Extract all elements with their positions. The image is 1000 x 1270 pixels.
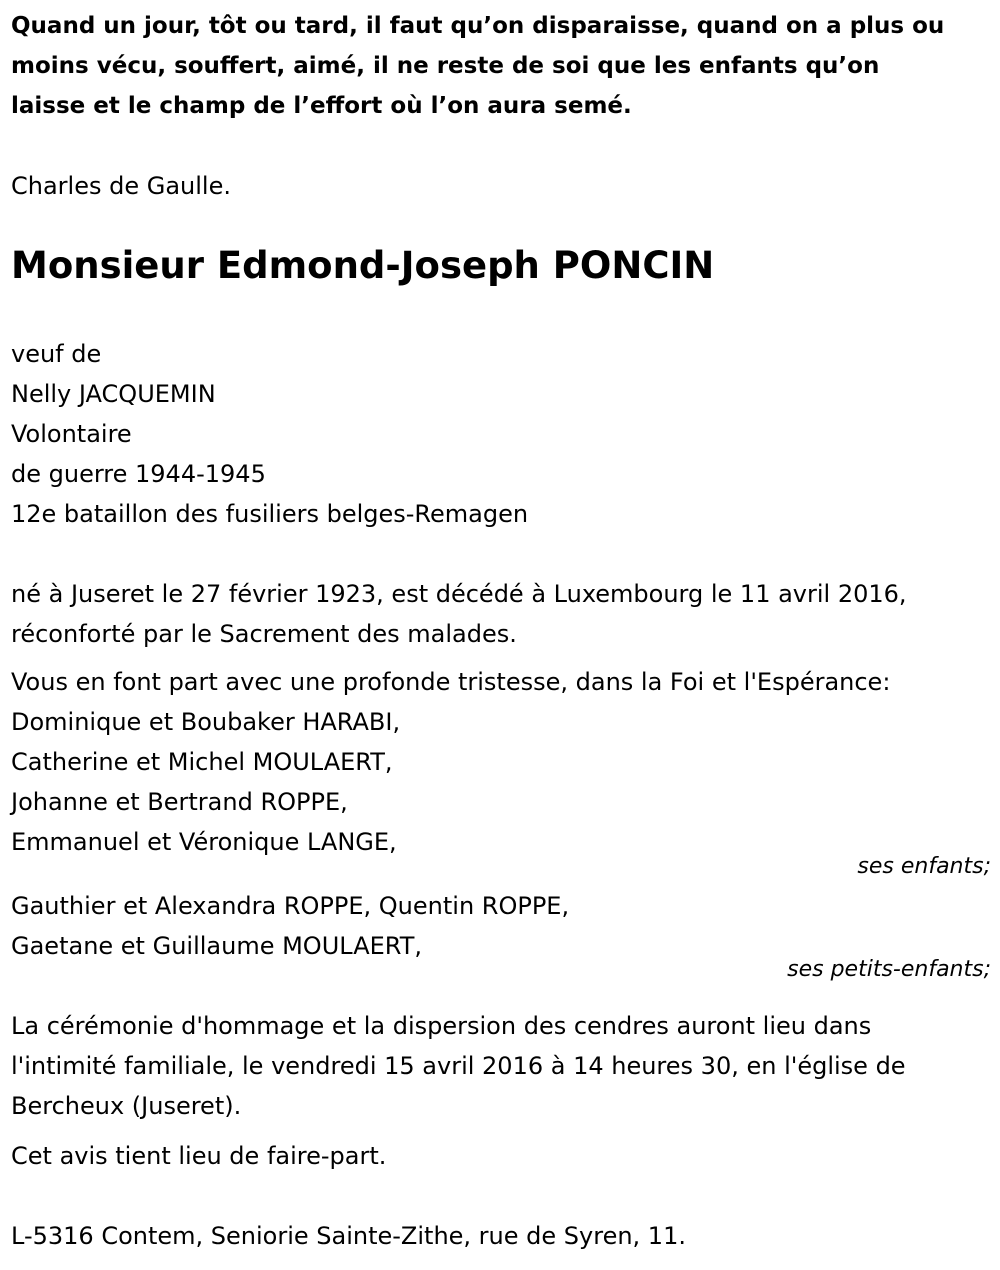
grandchild-entry: Gaetane et Guillaume MOULAERT, [11, 932, 422, 960]
quote-line: moins vécu, souffert, aimé, il ne reste de soi que les enfants qu’on [11, 53, 880, 79]
grandchild-entry: Gauthier et Alexandra ROPPE, Quentin ROPPE, [11, 892, 570, 920]
birth-death-line: né à Juseret le 27 février 1923, est décédé à Luxembourg le 11 avril 2016, [11, 580, 907, 608]
family-announcement [11, 662, 890, 862]
child-entry: Catherine et Michel MOULAERT, [11, 748, 393, 776]
child-entry: Emmanuel et Véronique LANGE, [11, 828, 397, 856]
children-label: ses enfants; [857, 854, 991, 879]
ceremony-line: Bercheux (Juseret). [11, 1092, 242, 1120]
child-entry: Johanne et Bertrand ROPPE, [11, 788, 348, 816]
grandchildren-label: ses petits-enfants; [787, 957, 991, 982]
detail-line: veuf de [11, 340, 102, 368]
epigraph-quote [11, 6, 944, 126]
detail-line: Nelly JACQUEMIN [11, 380, 216, 408]
quote-line: laisse et le champ de l’effort où l’on aura semé. [11, 93, 632, 119]
deceased-name: Monsieur Edmond-Joseph PONCIN [11, 244, 715, 287]
ceremony-line: La cérémonie d'hommage et la dispersion des cendres auront lieu dans [11, 1012, 872, 1040]
ceremony-line: l'intimité familiale, le vendredi 15 avril 2016 à 14 heures 30, en l'église de [11, 1052, 906, 1080]
birth-death-info [11, 574, 907, 654]
deceased-details [11, 334, 528, 534]
address-text: L-5316 Contem, Seniorie Sainte-Zithe, rue de Syren, 11. [11, 1222, 686, 1250]
quote-author: Charles de Gaulle. [11, 172, 231, 200]
quote-line: Quand un jour, tôt ou tard, il faut qu’on disparaisse, quand on a plus ou [11, 13, 945, 39]
birth-death-line: réconforté par le Sacrement des malades. [11, 620, 517, 648]
ceremony-info [11, 1006, 906, 1126]
detail-line: Volontaire [11, 420, 132, 448]
detail-line: 12e bataillon des fusiliers belges-Remagen [11, 500, 529, 528]
child-entry: Dominique et Boubaker HARABI, [11, 708, 401, 736]
notice-text: Cet avis tient lieu de faire-part. [11, 1142, 387, 1170]
detail-line: de guerre 1944-1945 [11, 460, 266, 488]
grandchildren-list [11, 886, 569, 966]
announcement-intro: Vous en font part avec une profonde tristesse, dans la Foi et l'Espérance: [11, 668, 891, 696]
